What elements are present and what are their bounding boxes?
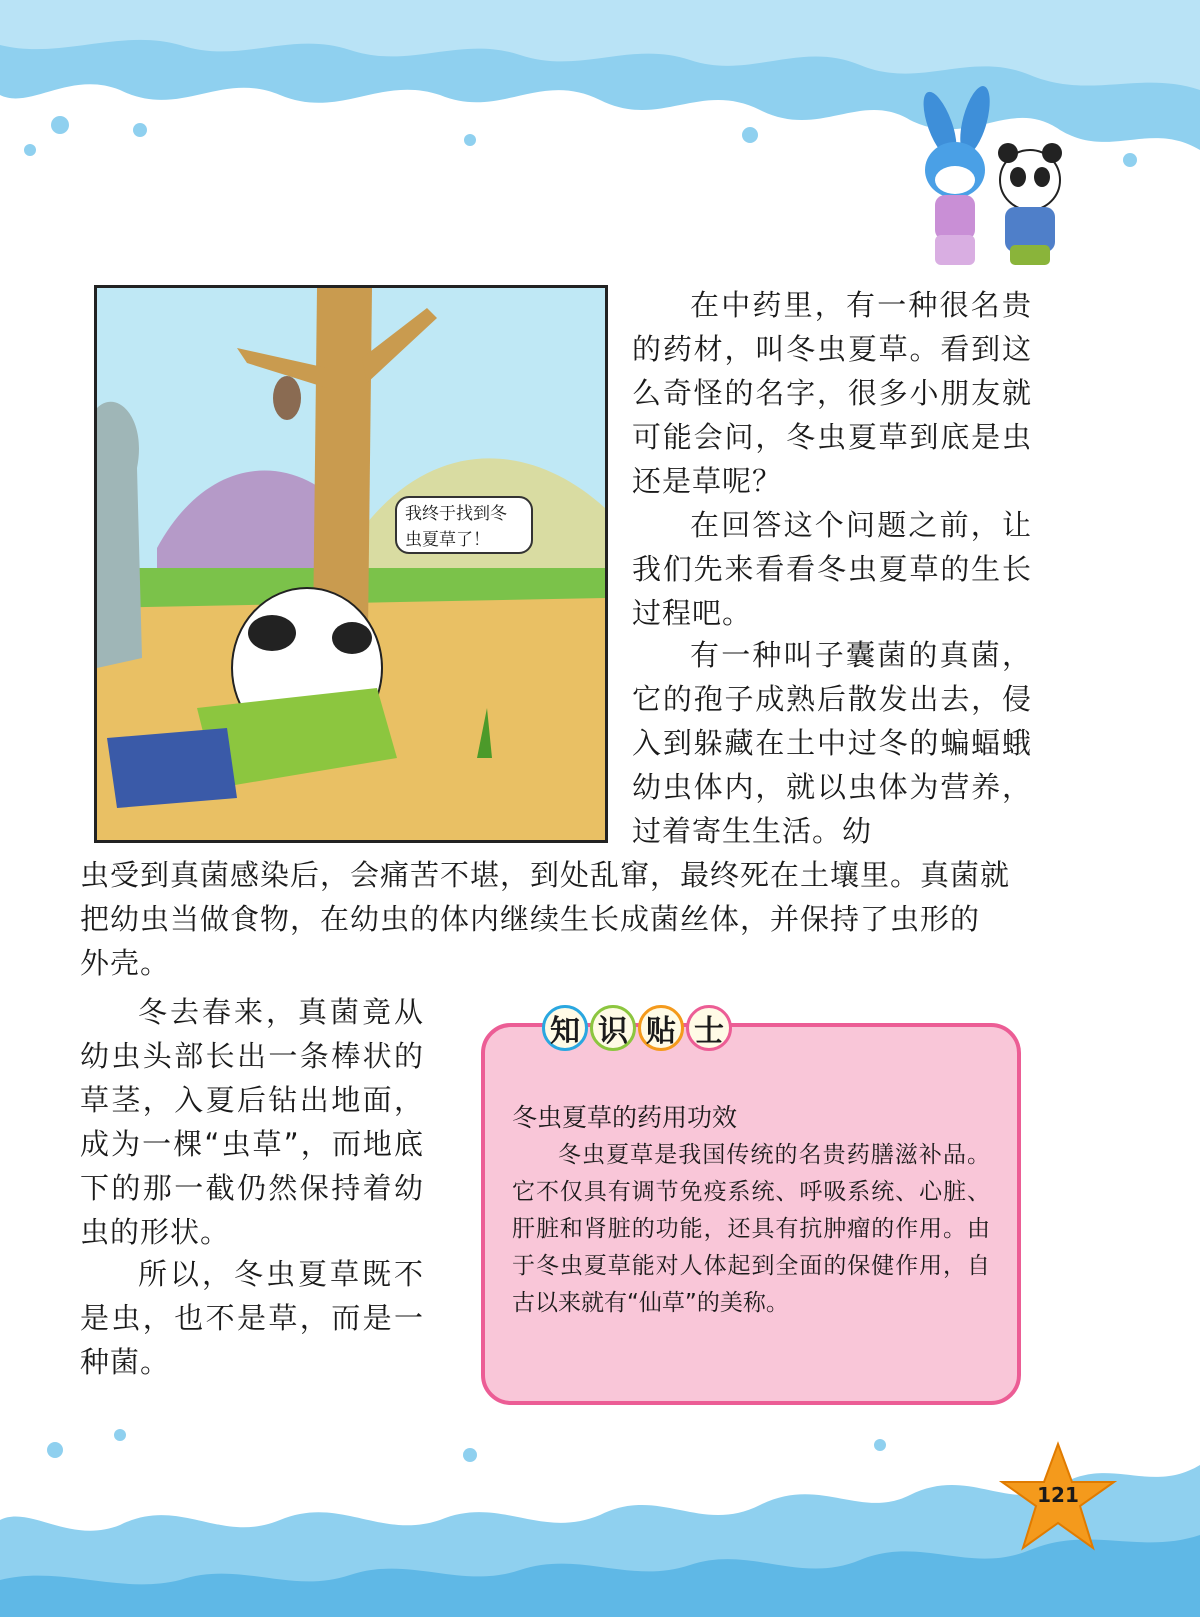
tips-title: 冬虫夏草的药用功效 (512, 1103, 738, 1132)
mascot-characters-illustration (880, 85, 1180, 270)
tips-badge-4: 士 (686, 1005, 732, 1051)
speech-bubble: 我终于找到冬虫夏草了！ (395, 496, 533, 554)
tips-text: 冬虫夏草是我国传统的名贵药膳滋补品。它不仅具有调节免疫系统、呼吸系统、心脏、肝脏和肾脏的功能，还具有抗肿瘤的作用。由于冬虫夏草能对人体起到全面的保健作用，自古以来就有“仙草”的美称。 (512, 1142, 990, 1316)
comic-panel (94, 285, 608, 843)
article-paragraph-1: 在中药里，有一种很名贵的药材，叫冬虫夏草。看到这么奇怪的名字，很多小朋友就可能会问，冬虫夏草到底是虫还是草呢？ (632, 288, 1032, 498)
article-paragraph-3-line-1: 虫受到真菌感染后，会痛苦不堪，到处乱窜，最终死在土壤里。真菌就 (80, 858, 1011, 892)
knowledge-tips-heading (542, 1005, 732, 1051)
article-paragraph-5: 所以，冬虫夏草既不是虫，也不是草，而是一种菌。 (80, 1257, 424, 1379)
article-paragraph-3: 有一种叫子囊菌的真菌，它的孢子成熟后散发出去，侵入到躲藏在土中过冬的蝙蝠蛾幼虫体内，就以虫体为营养，过着寄生生活。幼 (632, 638, 1032, 848)
comic-scene-illustration (97, 288, 605, 840)
tips-badge-2: 识 (590, 1005, 636, 1051)
tips-badge-1: 知 (542, 1005, 588, 1051)
article-paragraph-4: 冬去春来，真菌竟从幼虫头部长出一条棒状的草茎，入夏后钻出地面，成为一棵“虫草”，而地底下的那一截仍然保持着幼虫的形状。 (80, 995, 424, 1249)
page-number: 121 (1037, 1483, 1079, 1507)
article-paragraph-2: 在回答这个问题之前，让我们先来看看冬虫夏草的生长过程吧。 (632, 508, 1032, 630)
tips-badge-3: 贴 (638, 1005, 684, 1051)
article-paragraph-3-line-2: 把幼虫当做食物，在幼虫的体内继续生长成菌丝体，并保持了虫形的 (80, 902, 981, 936)
article-paragraph-3-line-3: 外壳。 (80, 946, 171, 980)
